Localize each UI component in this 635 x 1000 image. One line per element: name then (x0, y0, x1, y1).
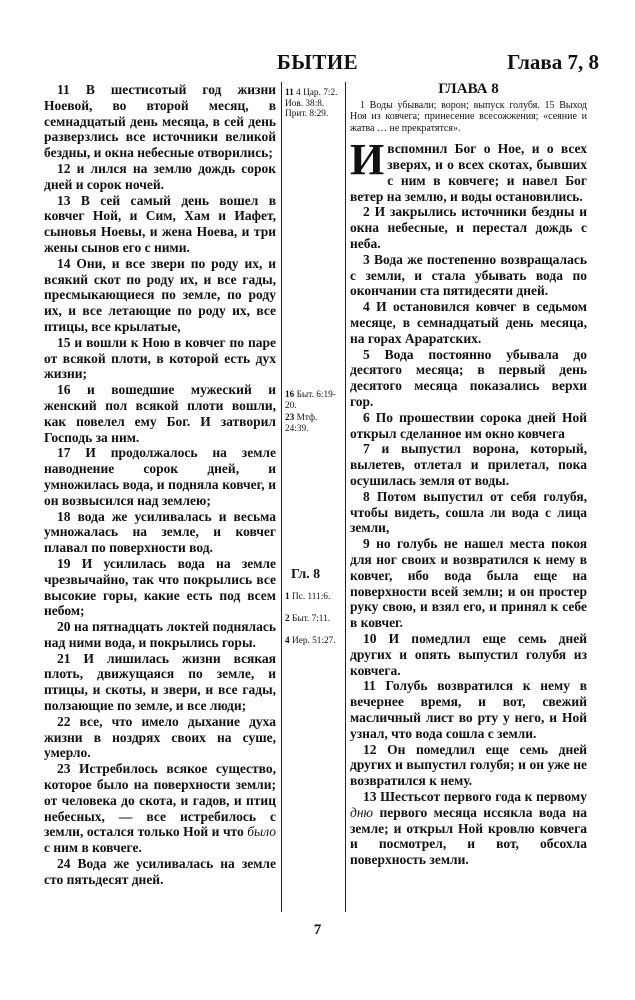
verse-8-9: 9 но голубь не нашел места покоя для ног своих и возвратился к нему в ковчег, ибо вода была еще на поверхности всей земли; и он простер руку свою, и взял его, и принял к себе в ковчег. (350, 536, 587, 631)
verse-8-13-italic: дню (350, 804, 374, 820)
verse-7-11: 11 В шестисотый год жизни Ноевой, во второй месяц, в семнадцатый день месяца, в сей день разверзлись все источники великой бездны, и окна небесные отворились; (44, 82, 276, 161)
verse-8-5: 5 Вода постоянно убывала до десятого месяца; в первый день десятого месяца показались верхи гор. (350, 346, 587, 410)
column-divider-right (345, 82, 346, 912)
verse-8-13-start: 13 Шестьсот первого года к первому (363, 788, 587, 804)
verse-8-3: 3 Вода же постепенно возвращалась с земли, и стала убывать вода по окончании ста пятидесяти дней. (350, 251, 587, 299)
verse-7-20: 20 на пятнадцать локтей поднялась над ними вода, и покрылись горы. (44, 619, 276, 650)
verse-8-10: 10 И помедлил еще семь дней других и опять выпустил голубя из ковчега. (350, 631, 587, 678)
verse-8-2: 2 И закрылись источники бездны и окна небесные, и перестал дождь с неба. (350, 204, 587, 252)
ref-8-4: 4 Иер. 51:27. (285, 636, 336, 646)
column-divider-left (281, 82, 282, 912)
verse-7-19: 19 И усилилась вода на земле чрезвычайно, так что покрылись все высокие горы, какие есть под всем небом; (44, 555, 276, 619)
verse-8-1 (350, 135, 587, 204)
verse-8-13 (350, 789, 587, 868)
verse-7-18: 18 вода же усиливалась и весьма умножалась на земле, и ковчег плавал по поверхности вод. (44, 508, 276, 556)
ref-7-11: 11 4 Цар. 7:2. Иов. 38:8. Прит. 8:29. (285, 88, 338, 119)
chapter-indicator: Глава 7, 8 (507, 50, 599, 74)
verse-7-23 (44, 761, 276, 856)
ref-7-23: 23 Мтф. 24:39. (285, 413, 318, 434)
ref-8-1: 1 Пс. 111:6. (285, 592, 331, 602)
ref-7-16: 16 Быт. 6:19-20. (285, 390, 336, 411)
drop-cap: И (350, 135, 385, 185)
left-text-column (44, 82, 276, 888)
verse-7-17: 17 И продолжалось на земле наводнение сорок дней, и умножилась вода, и подняла ковчег, и он возвысился над землею; (44, 445, 276, 508)
verse-8-1-text: вспомнил Бог о Ное, и о всех зверях, и о всех скотах, бывших с ним в ковчеге; и навел Бог ветер на землю, и воды остановились. (350, 141, 587, 204)
verse-7-23-end: с ним в ковчеге. (44, 840, 142, 856)
verse-8-4: 4 И остановился ковчег в седьмом месяце, в семнадцатый день месяца, на горах Араратских. (350, 299, 587, 346)
verse-7-23-italic: было (247, 824, 276, 840)
chapter-summary: 1 Воды убывали; ворон; выпуск голубя. 15 Выход Ноя из ковчега; принесение всесожжения; «сеяние и жатва … не прекратятся». (350, 99, 587, 134)
verse-8-7: 7 и выпустил ворона, который, вылетев, отлетал и прилетал, пока осушилась земля от воды. (350, 441, 587, 489)
ref-8-2: 2 Быт. 7:11. (285, 614, 331, 624)
verse-7-14: 14 Они, и все звери по роду их, и всякий скот по роду их, и все гады, пресмыкающиеся по земле, по роду их, и все летающие по роду их, все птицы, все крылатые, (44, 255, 276, 334)
verse-7-21: 21 И лишилась жизни всякая плоть, движущаяся по земле, и птицы, и скоты, и звери, и все гады, ползающие по земле, и все люди; (44, 650, 276, 714)
verse-7-16: 16 и вошедшие мужеский и женский пол всякой плоти вошли, как повелел ему Бог. И затворил Господь за ним. (44, 382, 276, 445)
chapter-heading: ГЛАВА 8 (438, 81, 499, 97)
verse-8-8: 8 Потом выпустил от себя голубя, чтобы видеть, сошла ли вода с лица земли, (350, 488, 587, 536)
verse-8-12: 12 Он помедлил еще семь дней других и выпустил голубя; и он уже не возвратился к нему. (350, 741, 587, 789)
verse-7-24: 24 Вода же усиливалась на земле сто пятьдесят дней. (44, 856, 276, 887)
verse-7-15: 15 и вошли к Ною в ковчег по паре от всякой плоти, в которой есть дух жизни; (44, 334, 276, 382)
book-title: БЫТИЕ (276, 50, 359, 74)
page-number: 7 (313, 922, 322, 938)
verse-7-13: 13 В сей самый день вошел в ковчег Ной, и Сим, Хам и Иафет, сыновья Ноевы, и жена Ноева, и три жены сынов его с ними. (44, 192, 276, 255)
verse-7-23-text: 23 Истребилось всякое существо, которое было на поверхности земли; от человека до скота, и гадов, и птиц небесных, — все истребилось с земли, остался только Ной и что (44, 761, 276, 840)
verse-8-11: 11 Голубь возвратился к нему в вечернее время, и вот, свежий масличный лист во рту у него, и Ной узнал, что вода сошла с земли. (350, 678, 587, 741)
right-text-column (350, 82, 587, 868)
verse-8-6: 6 По прошествии сорока дней Ной открыл сделанное им окно ковчега (350, 409, 587, 441)
verse-7-22: 22 все, что имело дыхание духа жизни в ноздрях своих на суше, умерло. (44, 713, 276, 761)
verse-7-12: 12 и лился на землю дождь сорок дней и сорок ночей. (44, 160, 276, 192)
verse-8-13-end: первого месяца иссякла вода на земле; и открыл Ной кровлю ковчега и посмотрел, и вот, обсохла поверхность земли. (350, 804, 587, 868)
chapter-8-margin-heading: Гл. 8 (291, 567, 321, 582)
